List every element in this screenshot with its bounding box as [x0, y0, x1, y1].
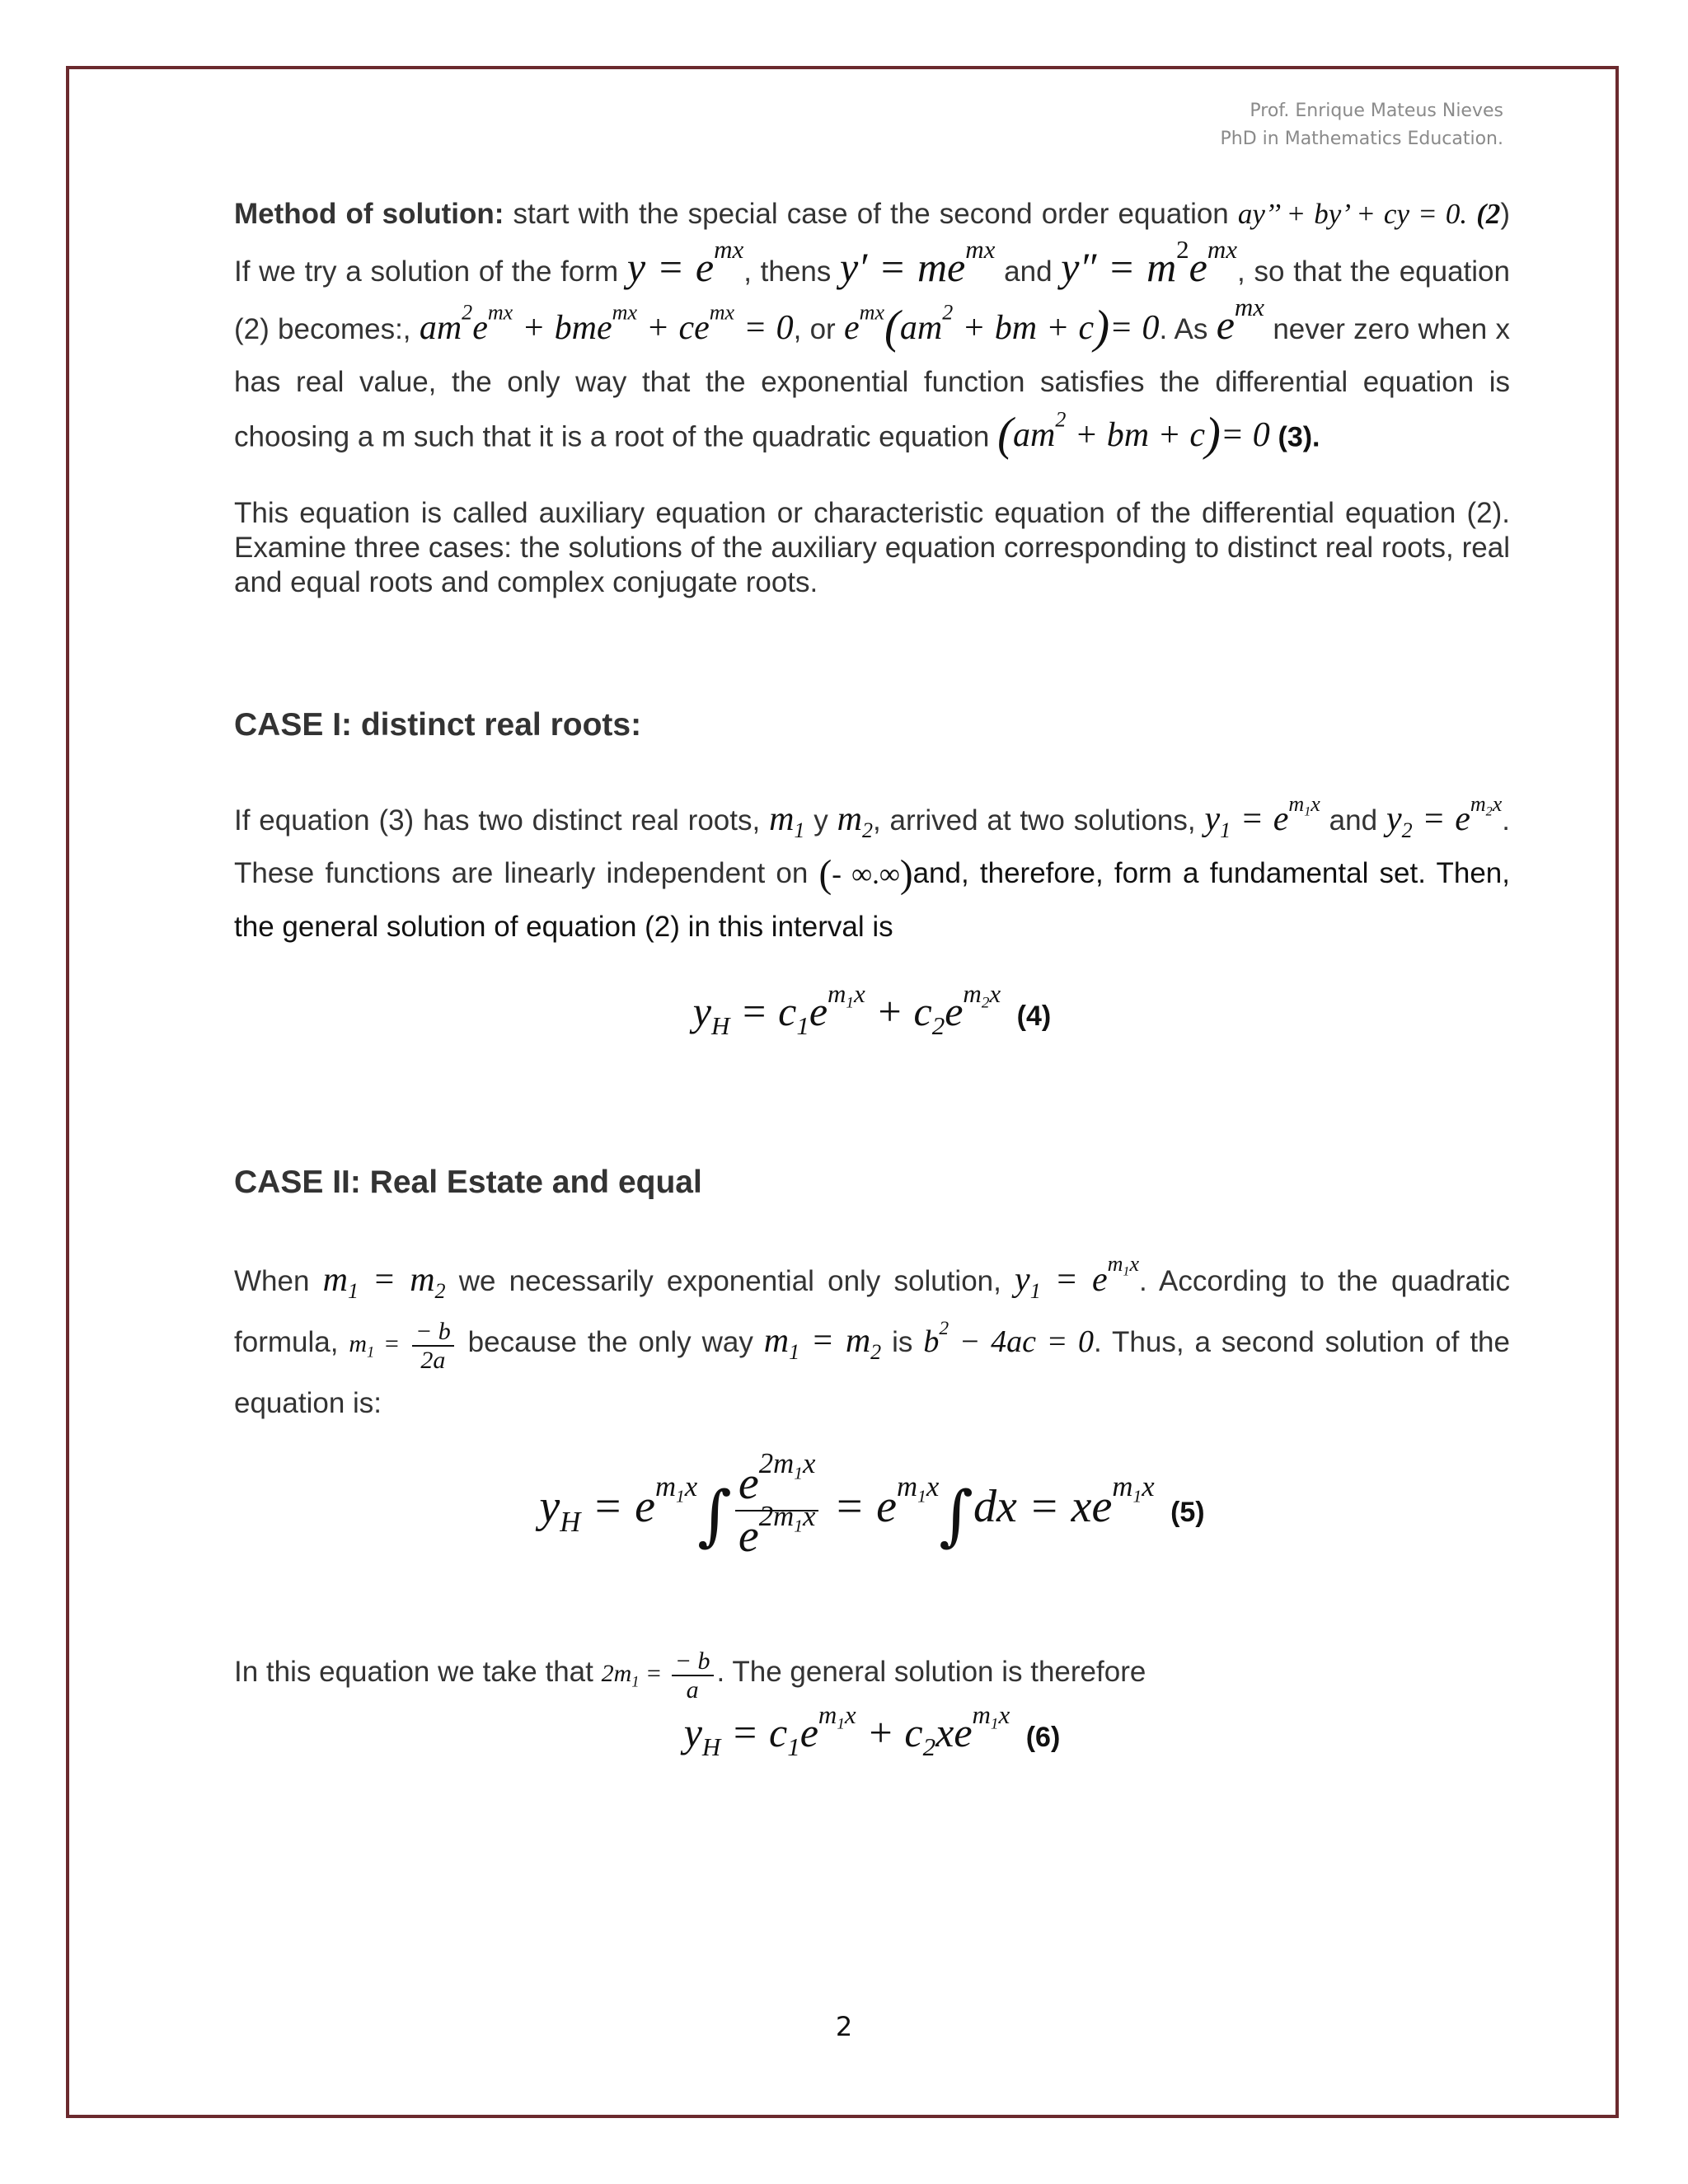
eq5-line [234, 1445, 1510, 1577]
second-solution: $y_H = e^{m_1x}\int$ $\frac{e^{2m_1x}}{e^{2m_1x}}$ = $e^{m_1x}\int dx = xe^{m_1x}$ [539, 1447, 1155, 1562]
factored-equation: $e^{mx}(am^2$ + bm + c)= 0 [844, 300, 1160, 354]
case1-title: CASE I: distinct real roots: [234, 707, 642, 743]
quadratic-root: $m_1$ = $\frac{- b}{2a}$ [349, 1330, 457, 1357]
case2-take-paragraph: In this equation we take that $2m_1$ = $\frac{- b}{a}$ . The general solution is therefore [234, 1647, 1146, 1704]
double-root: $2m_1$ = $\frac{- b}{a}$ [602, 1660, 717, 1687]
eq4-line [234, 978, 1510, 1049]
equal-roots: $m_1 = m_2$ [322, 1260, 446, 1303]
eq6-label: (6) [1025, 1721, 1061, 1753]
method-paragraph: Method of solution: start with the special case of the second order equation ay’’ + by’ + cy = 0. (2) If we try a solution of the form $y = e^{mx}$, thens $y' = me^{mx}$ and $y'' = m^2e^{mx}$, so that the equation (2) becomes:, $am^2e^{mx} + bme^{mx} + ce^{mx} = 0$, or $e^{mx}(am^2$ + bm + c)= 0. As $e^{mx}$ never zero when x has real value, the only way that the exponential function satisfies the differential equation is choosing a m such that it is a root of the quadratic equation ($am^2$ + bm + c)= 0 (3). [234, 198, 1511, 461]
header-degree: PhD in Mathematics Education. [1220, 129, 1503, 149]
solution-y2: $y_2 = e^{m_2x}$ [1386, 792, 1503, 843]
equal-roots-2: $m_1 = m_2$ [763, 1321, 882, 1364]
case2-paragraph: When $m_1 = m_2$ we necessarily exponential only solution, $y_1 = e^{m_1x}$. According to the quadratic formula, $m_1$ = $\frac{- b}{2a}$ because the only way $m_1 = m_2$ is $b^2 - 4ac = 0$. Thus, a second solution of the equation is: [234, 1252, 1510, 1419]
general-solution-equal: $y_H = c_1e^{m_1x} + c_2xe^{m_1x}$ [683, 1700, 1010, 1761]
root-m1: $m_1$ [769, 800, 805, 843]
eq2-label: (2 [1476, 198, 1501, 230]
document-body [234, 188, 1510, 1766]
auxiliary-paragraph: This equation is called auxiliary equation or characteristic equation of the differential equation (2). Examine three cases: the solutions of the auxiliary equation corresponding to distinct real roots, real and equal roots and complex conjugate roots. [234, 497, 1510, 599]
second-derivative: $y'' = m^2e^{mx}$ [1061, 235, 1238, 290]
general-solution-distinct: $y_H = c_1e^{m_1x} + c_2e^{m_2x}$ [692, 978, 1001, 1040]
discriminant: $b^2 - 4ac = 0$ [923, 1317, 1095, 1359]
page-header [1221, 97, 1503, 153]
trial-solution: $y = e^{mx}$ [626, 235, 744, 290]
interval: (- ∞.∞) [818, 852, 913, 896]
ode-equation: ay’’ + by’ + cy = 0. [1237, 198, 1468, 230]
first-derivative: $y' = me^{mx}$ [840, 235, 996, 290]
exp-term: $e^{mx}$ [1216, 293, 1265, 348]
eq5-label: (5) [1170, 1496, 1205, 1528]
substituted-equation: $am^2e^{mx} + bme^{mx} + ce^{mx} = 0$ [419, 300, 794, 347]
root-m2: $m_2$ [837, 800, 873, 843]
method-lead: Method of solution: [234, 198, 504, 230]
auxiliary-equation: ($am^2$ + bm + c)= 0 [997, 408, 1270, 461]
eq3-label: (3). [1278, 421, 1320, 453]
eq4-label: (4) [1016, 1000, 1052, 1032]
eq6-line [234, 1700, 1510, 1766]
case2-title: CASE II: Real Estate and equal [234, 1164, 702, 1200]
solution-y1: $y_1 = e^{m_1x}$ [1204, 792, 1320, 843]
case1-paragraph: If equation (3) has two distinct real roots, $m_1$ y $m_2$, arrived at two solutions, $y_1 = e^{m_1x}$ and $y_2 = e^{m_2x}$. These functions are linearly independent on (- ∞.∞)and, therefore, form a fundamental set. Then, the general solution of equation (2) in this interval is [234, 792, 1511, 943]
only-solution-y1: $y_1 = e^{m_1x}$ [1015, 1252, 1140, 1303]
header-author: Prof. Enrique Mateus Nieves [1250, 101, 1503, 121]
page-number: 2 [835, 2011, 853, 2042]
